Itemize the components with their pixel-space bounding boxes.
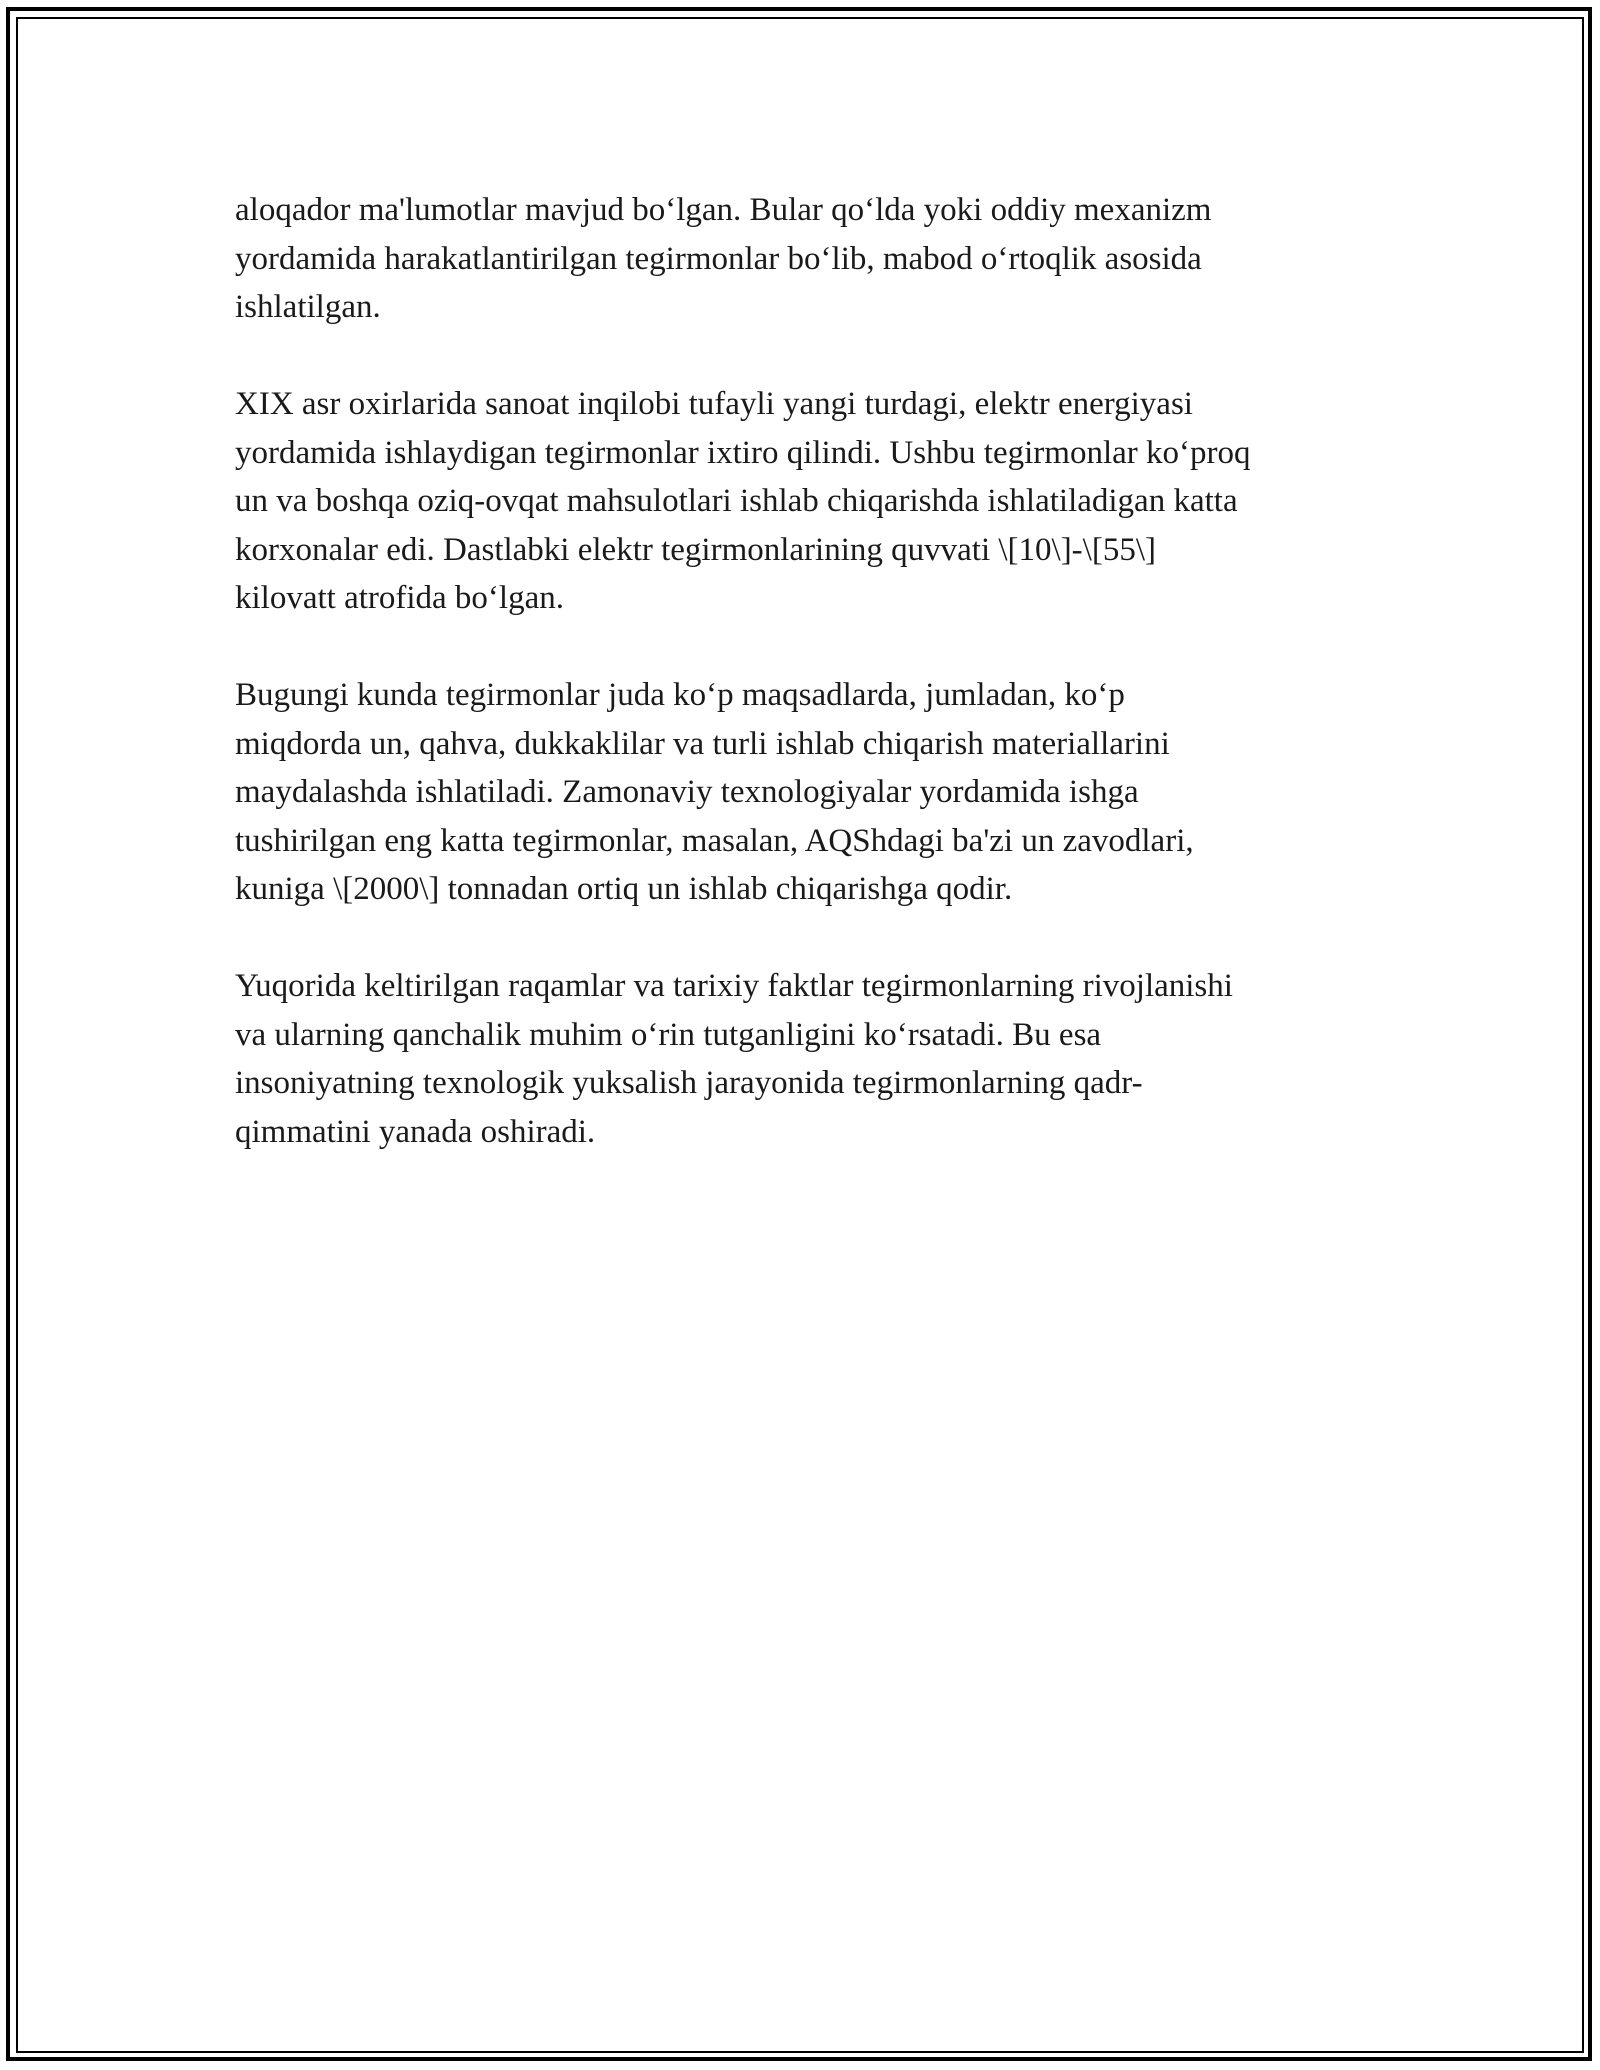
paragraph-1 — [235, 186, 1380, 332]
text-line: miqdorda un, qahva, dukkaklilar va turli ishlab chiqarish materiallarini — [235, 725, 1170, 762]
text-line: ishlatilgan. — [235, 289, 381, 325]
paragraph-2 — [235, 380, 1380, 623]
text-line: XIX asr oxirlarida sanoat inqilobi tufayli yangi turdagi, elektr energiyasi — [235, 386, 1193, 422]
text-line: aloqador ma'lumotlar mavjud bo‘lgan. Bular qo‘lda yoki oddiy mexanizm — [235, 192, 1212, 228]
text-line: yordamida ishlaydigan tegirmonlar ixtiro qilindi. Ushbu tegirmonlar ko‘proq — [235, 434, 1251, 471]
text-line: maydalashda ishlatiladi. Zamonaviy texnologiyalar yordamida ishga — [235, 774, 1139, 810]
text-line: yordamida harakatlantirilgan tegirmonlar bo‘lib, mabod o‘rtoqlik asosida — [235, 240, 1202, 277]
text-line: qimmatini yanada oshiradi. — [235, 1113, 596, 1150]
text-line: Bugungi kunda tegirmonlar juda ko‘p maqsadlarda, jumladan, ko‘p — [235, 677, 1125, 713]
text-line: korxonalar edi. Dastlabki elektr tegirmonlarining quvvati \[10\]-\[55\] — [235, 531, 1156, 568]
document-body — [235, 186, 1380, 1156]
text-line: insoniyatning texnologik yuksalish jarayonida tegirmonlarning qadr- — [235, 1065, 1143, 1101]
paragraph-4 — [235, 962, 1380, 1156]
text-line: tushirilgan eng katta tegirmonlar, masalan, AQShdagi ba'zi un zavodlari, — [235, 822, 1194, 859]
text-line: un va boshqa oziq-ovqat mahsulotlari ishlab chiqarishda ishlatiladigan katta — [235, 483, 1238, 519]
text-line: Yuqorida keltirilgan raqamlar va tarixiy faktlar tegirmonlarning rivojlanishi — [235, 968, 1233, 1004]
text-line: kilovatt atrofida bo‘lgan. — [235, 580, 564, 616]
paragraph-3 — [235, 671, 1380, 914]
text-line: va ularning qanchalik muhim o‘rin tutganligini ko‘rsatadi. Bu esa — [235, 1016, 1102, 1053]
text-line: kuniga \[2000\] tonnadan ortiq un ishlab chiqarishga qodir. — [235, 871, 1013, 907]
